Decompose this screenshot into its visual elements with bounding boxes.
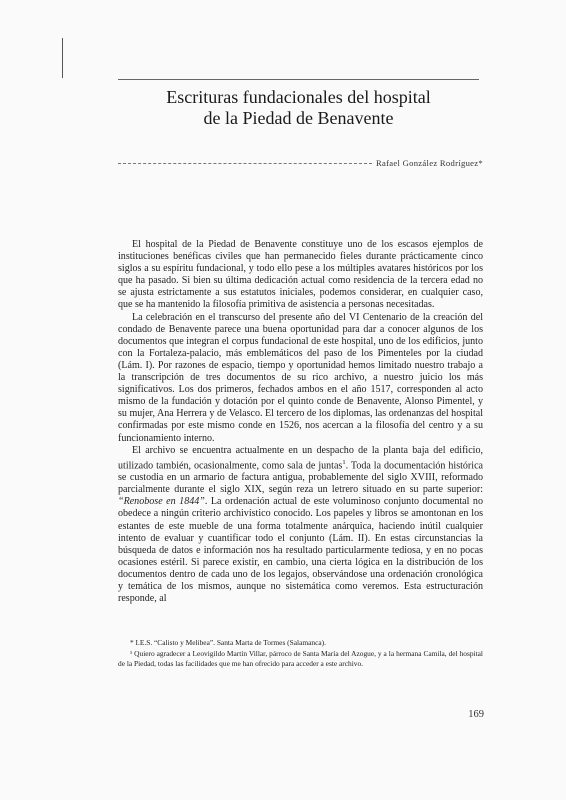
footnote: ¹ Quiero agradecer a Leovigildo Martín Villar, párroco de Santa María del Azogue, y a la hermana Camila, del hospital de la Piedad, todas las facilidades que me han ofrecido para acceder a este archivo. bbox=[118, 649, 483, 668]
body-text-span: . Toda la documentación histórica se custodia en un armario de factura antigua, probablemente del siglo XVIII, reformado parcialmente durante el siglo XIX, según reza un letrero situado en su parte superior: bbox=[118, 460, 483, 496]
article-body bbox=[118, 239, 483, 605]
italic-quote: “Renobose en 1844” bbox=[118, 496, 205, 508]
body-text-span: . La ordenación actual de este voluminoso conjunto documental no obedece a ningún criterio archivístico conocido. Los papeles y libros se amontonan en los estantes de este mueble de una forma totalmente anárquica, haciendo inútil cualquier intento de evaluar y cuantificar todo el conjunto (Lám. II). En estas circunstancias la búsqueda de datos e información nos ha resultado particularmente tediosa, y en no pocas ocasiones estéril. Si parece existir, en cambio, una cierta lógica en la distribución de los documentos dentro de cada uno de los legajos, observándose una ordenación cronológica y temática de los mismos, aunque no sistemática como veremos. Esta estructuración responde, al bbox=[118, 496, 483, 605]
title-line-1: Escrituras fundacionales del hospital bbox=[166, 87, 431, 107]
author-line bbox=[118, 156, 483, 170]
author-rule bbox=[118, 163, 372, 164]
page-number: 169 bbox=[468, 709, 484, 720]
footnotes bbox=[118, 638, 483, 670]
header-rule bbox=[118, 79, 479, 80]
footnote: * I.E.S. “Calisto y Melibea”. Santa Marta de Tormes (Salamanca). bbox=[130, 638, 326, 647]
body-paragraph: La celebración en el transcurso del presente año del VI Centenario de la creación del condado de Benavente parece una buena oportunidad para dar a conocer algunos de los documentos que integran el corpus fundacional de este hospital, uno de los edificios, junto con la Fortaleza-palacio, más emblemáticos del paso de los Pimenteles por la ciudad (Lám. I). Por razones de espacio, tiempo y oportunidad hemos limitado nuestro trabajo a la transcripción de tres documentos de su rico archivo, a nuestro juicio los más significativos. Los dos primeros, fechados ambos en el año 1517, corresponden al acto mismo de la fundación y dotación por el quinto conde de Benavente, Alonso Pimentel, y su mujer, Ana Herrera y de Velasco. El tercero de los diplomas, las ordenanzas del hospital confirmadas por este mismo conde en 1526, nos acercan a la filosofía del centro y a su funcionamiento interno. bbox=[118, 311, 483, 444]
article-title bbox=[118, 87, 479, 129]
body-paragraph: El hospital de la Piedad de Benavente constituye uno de los escasos ejemplos de instituciones benéficas civiles que han permanecido fieles durante prácticamente cinco siglos a su espíritu fundacional, y todo ello pese a los múltiples avatares históricos por los que ha pasado. Si bien su última dedicación actual como residencia de la tercera edad no se ajusta estrictamente a sus estatutos iniciales, podemos considerar, en cualquier caso, que se ha mantenido la filosofía primitiva de asistencia a personas necesitadas. bbox=[118, 239, 483, 311]
footnote-ref: 1 bbox=[342, 458, 346, 466]
body-text-span: El archivo se encuentra actualmente en un despacho de la planta baja del edificio, utilizado también, ocasionalmente, como sala de juntas bbox=[118, 444, 483, 472]
margin-mark bbox=[62, 38, 63, 78]
body-paragraph bbox=[118, 445, 483, 606]
title-line-2: de la Piedad de Benavente bbox=[203, 108, 394, 128]
author-name: Rafael González Rodríguez* bbox=[375, 158, 483, 168]
